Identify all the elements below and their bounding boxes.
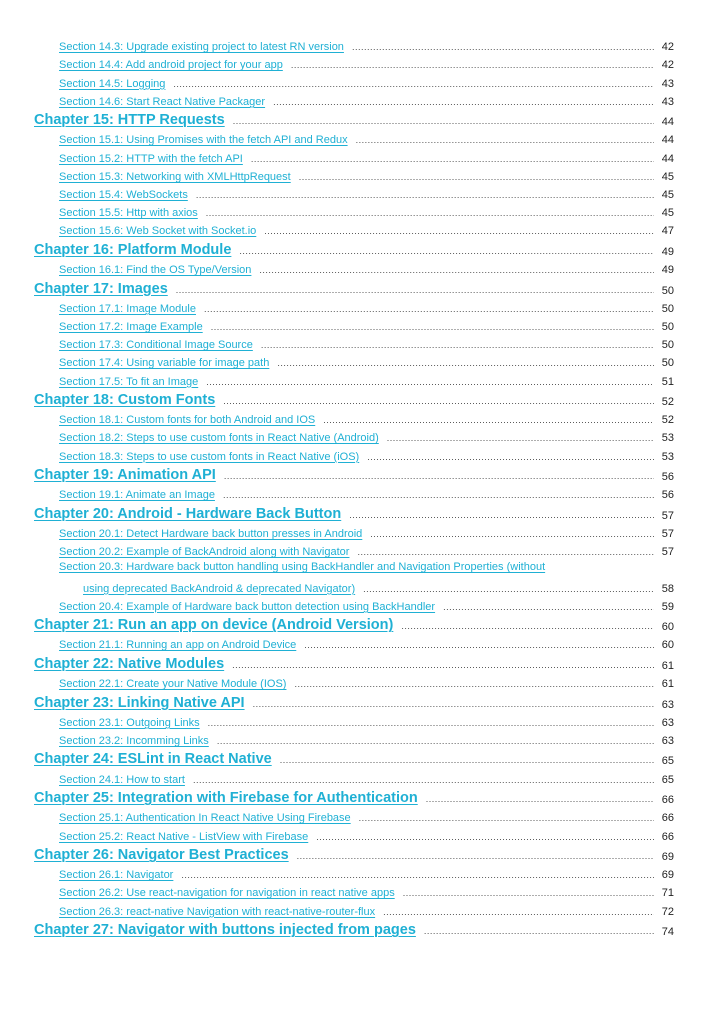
page-number: 60 [661,621,674,634]
toc-section-link[interactable]: Section 20.2: Example of BackAndroid along with Navigator [59,546,350,559]
dot-leader [211,321,654,333]
dot-leader [280,751,654,767]
toc-section-link[interactable]: Section 18.3: Steps to use custom fonts in React Native (iOS) [59,450,360,463]
page-number: 63 [661,734,674,747]
page-number: 66 [661,794,674,807]
toc-section-entry [34,881,674,899]
toc-section-link[interactable]: Section 17.4: Using variable for image path [59,357,270,370]
page-number: 50 [661,357,674,370]
toc-section-continuation [59,576,674,594]
toc-chapter-entry [34,918,674,939]
page-number: 59 [661,600,674,613]
toc-section-link[interactable]: Section 24.1: How to start [59,773,185,786]
toc-section-link[interactable]: Section 23.2: Incomming Links [59,734,209,747]
toc-section-entry [34,767,674,785]
page-number: 71 [661,887,674,900]
page-number: 57 [661,546,674,559]
toc-chapter-entry [34,237,674,258]
dot-leader [264,225,654,237]
toc-section-entry [34,899,674,917]
page-number: 61 [661,659,674,672]
page-number: 43 [661,77,674,90]
toc-chapter-link[interactable]: Chapter 25: Integration with Firebase for Authentication [34,790,418,807]
toc-section-entry [34,165,674,183]
toc-section-link[interactable]: Section 17.5: To fit an Image [59,375,199,388]
toc-section-link[interactable]: Section 14.5: Logging [59,77,166,90]
toc-section-link[interactable]: Section 16.1: Find the OS Type/Version [59,264,252,277]
toc-section-entry [34,672,674,690]
dot-leader [206,207,654,219]
toc-section-entry [34,90,674,108]
toc-section-entry [34,315,674,333]
page-number: 52 [661,414,674,427]
toc-section-link[interactable]: Section 20.3: Hardware back button handling using BackHandler and Navigation Properties (without [59,561,546,574]
dot-leader [277,357,654,369]
toc-section-entry [34,444,674,462]
page-number: 45 [661,170,674,183]
toc-section-link[interactable]: Section 15.4: WebSockets [59,189,188,201]
dot-leader [359,812,654,824]
dot-leader [176,281,654,297]
page-number: 69 [661,851,674,863]
dot-leader [259,264,654,276]
toc-section-entry [34,333,674,351]
page-number: 57 [661,527,674,540]
page-number: 56 [661,471,674,484]
toc-chapter-link[interactable]: Chapter 19: Animation API [34,467,216,484]
page-number: 49 [661,245,674,258]
page-number: 69 [661,869,674,882]
page-number: 50 [661,339,674,352]
toc-section-link[interactable]: Section 15.2: HTTP with the fetch API [59,152,243,165]
toc-section-link-continued[interactable]: using deprecated BackAndroid & deprecated Navigator) [83,582,356,595]
toc-section-link[interactable]: Section 15.3: Networking with XMLHttpRequest [59,170,291,183]
dot-leader [223,489,654,501]
toc-section-entry [34,146,674,164]
toc-section-link[interactable]: Section 25.1: Authentication In React Native Using Firebase [59,812,351,825]
toc-section-entry [34,863,674,881]
toc-section-entry [34,351,674,369]
dot-leader [401,617,654,633]
toc-section-link[interactable]: Section 14.4: Add android project for your app [59,59,283,72]
dot-leader [273,96,654,108]
toc-section-entry [34,53,674,71]
toc-section-link[interactable]: Section 17.3: Conditional Image Source [59,339,253,352]
toc-chapter-entry [34,276,674,297]
toc-section-entry [34,540,674,558]
dot-leader [426,790,654,806]
toc-chapter-link[interactable]: Chapter 16: Platform Module [34,241,232,258]
toc-section-link[interactable]: Section 26.2: Use react-navigation for navigation in react native apps [59,887,395,900]
page-number: 56 [661,489,674,502]
toc-section-entry [34,483,674,501]
toc-section-link[interactable]: Section 25.2: React Native - ListView with Firebase [59,830,309,843]
dot-leader [173,78,654,90]
page-number: 58 [661,582,674,595]
toc-section-entry [34,824,674,842]
toc-section-entry [34,633,674,651]
toc-chapter-link[interactable]: Chapter 26: Navigator Best Practices [34,847,289,863]
dot-leader [356,134,654,146]
toc-section-entry [34,71,674,89]
page-number: 63 [661,716,674,729]
dot-leader [224,467,654,483]
toc-section-link[interactable]: Section 15.6: Web Socket with Socket.io [59,225,257,238]
toc-section-entry [34,369,674,387]
dot-leader [323,414,654,426]
dot-leader [304,639,654,651]
toc-chapter-link[interactable]: Chapter 24: ESLint in React Native [34,751,272,768]
dot-leader [204,303,654,315]
toc-chapter-entry [34,651,674,672]
page-number: 50 [661,284,674,297]
toc-chapter-entry [34,388,674,409]
page-number: 65 [661,755,674,768]
page-number: 63 [661,698,674,711]
toc-section-link[interactable]: Section 18.2: Steps to use custom fonts in React Native (Android) [59,432,379,445]
page-number: 49 [661,264,674,277]
page-number: 65 [661,773,674,786]
toc-section-entry [34,128,674,146]
dot-leader [316,831,654,843]
toc-section-link[interactable]: Section 26.3: react-native Navigation with react-native-router-flux [59,905,376,918]
page-number: 66 [661,812,674,825]
toc-chapter-link[interactable]: Chapter 20: Android - Hardware Back Button [34,505,342,522]
page-number: 45 [661,207,674,220]
dot-leader [291,59,654,71]
toc-section-link[interactable]: Section 19.1: Animate an Image [59,489,215,502]
page-number: 50 [661,320,674,333]
dot-leader [239,242,654,258]
toc-chapter-link[interactable]: Chapter 15: HTTP Requests [34,112,225,129]
dot-leader [181,869,654,881]
dot-leader [363,583,654,595]
toc-section-link[interactable]: Section 26.1: Navigator [59,869,174,882]
page-number: 42 [661,41,674,54]
toc-section-link[interactable]: Section 23.1: Outgoing Links [59,716,200,729]
toc-section-link[interactable]: Section 20.4: Example of Hardware back button detection using BackHandler [59,600,436,613]
page-number: 47 [661,225,674,238]
toc-section-entry [34,408,674,426]
toc-chapter-link[interactable]: Chapter 21: Run an app on device (Android Version) [34,617,394,634]
dot-leader [208,717,654,729]
dot-leader [349,506,654,522]
page-number: 50 [661,302,674,315]
toc-section-link[interactable]: Section 20.1: Detect Hardware back button presses in Android [59,527,363,540]
dot-leader [403,887,654,899]
toc-section-link[interactable]: Section 22.1: Create your Native Module (IOS) [59,678,287,691]
dot-leader [253,695,654,711]
page-number: 53 [661,432,674,445]
toc-section-entry [34,522,674,540]
table-of-contents [34,35,674,938]
page-number: 60 [661,639,674,652]
page-number: 42 [661,59,674,72]
page-number: 66 [661,830,674,843]
toc-section-entry [34,595,674,613]
dot-leader [424,922,654,938]
dot-leader [297,847,654,863]
dot-leader [299,171,654,183]
dot-leader [387,432,654,444]
page-number: 61 [661,678,674,691]
dot-leader [193,774,654,786]
toc-chapter-entry [34,463,674,484]
toc-chapter-link[interactable]: Chapter 17: Images [34,280,168,297]
dot-leader [367,451,654,463]
page-number: 74 [661,926,674,939]
dot-leader [196,189,654,201]
toc-chapter-link[interactable]: Chapter 27: Navigator with buttons injected from pages [34,922,416,939]
toc-section-entry [34,35,674,53]
toc-section-link[interactable]: Section 17.2: Image Example [59,320,203,333]
dot-leader [352,41,654,53]
toc-section-link[interactable]: Section 18.1: Custom fonts for both Android and IOS [59,414,316,427]
toc-chapter-entry [34,690,674,711]
dot-leader [233,112,654,128]
page-number: 57 [661,509,674,522]
page-number: 44 [661,152,674,165]
dot-leader [251,153,654,165]
dot-leader [357,546,654,558]
toc-chapter-entry [34,747,674,768]
toc-section-entry [34,183,674,201]
toc-chapter-entry [34,843,674,864]
page-number: 43 [661,95,674,108]
toc-section-entry [34,297,674,315]
toc-section-entry [34,729,674,747]
dot-leader [223,392,654,408]
page-number: 44 [661,116,674,129]
toc-section-link[interactable]: Section 15.5: Http with axios [59,207,198,220]
toc-section-link[interactable]: Section 15.1: Using Promises with the fetch API and Redux [59,134,348,147]
page-number: 45 [661,189,674,201]
toc-section-link[interactable]: Section 14.6: Start React Native Packager [59,95,266,108]
toc-chapter-entry [34,501,674,522]
toc-section-entry [34,219,674,237]
toc-chapter-link[interactable]: Chapter 18: Custom Fonts [34,392,216,408]
toc-section-entry [34,558,674,594]
dot-leader [370,528,654,540]
page-number: 44 [661,134,674,147]
toc-section-entry [34,711,674,729]
dot-leader [294,678,654,690]
dot-leader [261,339,654,351]
toc-chapter-link[interactable]: Chapter 23: Linking Native API [34,694,245,711]
dot-leader [232,656,654,672]
toc-chapter-entry [34,786,674,807]
toc-section-entry [34,426,674,444]
page-number: 51 [661,375,674,388]
toc-chapter-link[interactable]: Chapter 22: Native Modules [34,655,225,672]
toc-section-link[interactable]: Section 21.1: Running an app on Android Device [59,639,297,652]
toc-section-link[interactable]: Section 14.3: Upgrade existing project to latest RN version [59,41,344,54]
toc-section-entry [34,201,674,219]
page-number: 52 [661,396,674,408]
dot-leader [383,906,654,918]
toc-chapter-entry [34,613,674,634]
dot-leader [443,601,654,613]
toc-chapter-entry [34,108,674,129]
toc-section-entry [34,258,674,276]
dot-leader [206,376,654,388]
toc-section-entry [34,806,674,824]
page-number: 53 [661,450,674,463]
page-number: 72 [661,905,674,918]
toc-section-link[interactable]: Section 17.1: Image Module [59,302,196,315]
dot-leader [217,735,654,747]
